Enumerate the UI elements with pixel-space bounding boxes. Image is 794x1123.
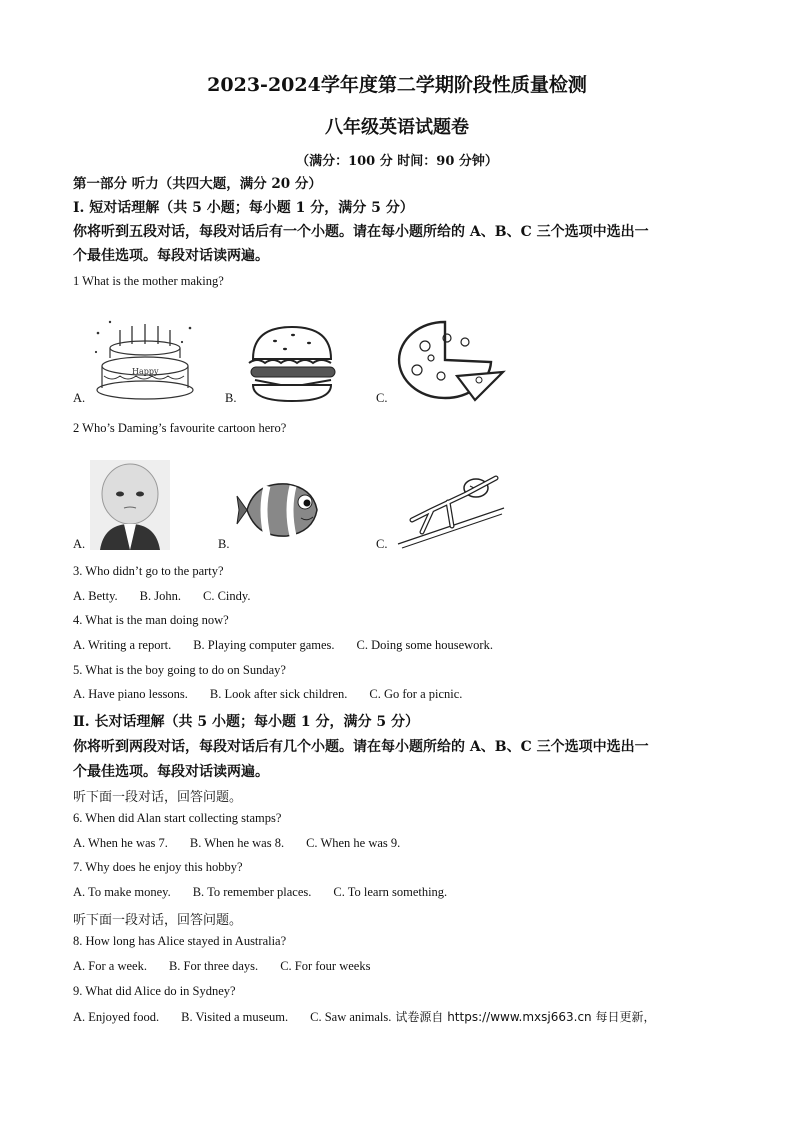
question-3: 3. Who didn’t go to the party? xyxy=(73,564,224,578)
cake-image xyxy=(90,318,200,403)
part1-heading: 第一部分 听力（共四大题，满分 20 分） xyxy=(73,176,322,192)
q5-option-c[interactable]: C. Go for a picnic. xyxy=(369,687,463,701)
svg-text:Happy: Happy xyxy=(132,367,159,376)
q3-option-c[interactable]: C. Cindy. xyxy=(203,589,251,603)
q6-option-a[interactable]: A. When he was 7. xyxy=(73,836,168,850)
q4-option-c[interactable]: C. Doing some housework. xyxy=(356,638,493,652)
question-7-options xyxy=(73,885,469,900)
section1-heading: Ⅰ. 短对话理解（共 5 小题；每小题 1 分，满分 5 分） xyxy=(73,200,414,216)
q2-option-b[interactable]: B. xyxy=(218,537,230,551)
q7-option-b[interactable]: B. To remember places. xyxy=(192,885,312,899)
exam-meta: （满分：100 分 时间：90 分钟） xyxy=(296,154,498,169)
question-4: 4. What is the man doing now? xyxy=(73,613,229,627)
hamburger-image xyxy=(245,325,340,403)
q3-option-b[interactable]: B. John. xyxy=(139,589,181,603)
q2-option-c[interactable]: C. xyxy=(376,537,388,551)
clownfish-image xyxy=(235,470,327,548)
q1-option-c[interactable]: C. xyxy=(376,391,388,405)
question-8: 8. How long has Alice stayed in Australia? xyxy=(73,934,287,948)
q8-option-c[interactable]: C. For four weeks xyxy=(280,959,371,973)
question-2: 2 Who’s Daming’s favourite cartoon hero? xyxy=(73,421,287,435)
question-9: 9. What did Alice do in Sydney? xyxy=(73,984,236,998)
question-5: 5. What is the boy going to do on Sunday? xyxy=(73,663,286,677)
q4-option-a[interactable]: A. Writing a report. xyxy=(73,638,172,652)
listen-instruction-2: 听下面一段对话，回答问题。 xyxy=(73,913,243,928)
q4-option-b[interactable]: B. Playing computer games. xyxy=(193,638,335,652)
q5-option-b[interactable]: B. Look after sick children. xyxy=(209,687,348,701)
q8-option-b[interactable]: B. For three days. xyxy=(168,959,259,973)
question-9-options xyxy=(73,1008,655,1025)
section1-instruction-1: 你将听到五段对话，每段对话后有一个小题。请在每小题所给的 A、B、C 三个选项中选出一 xyxy=(73,224,649,240)
q1-option-b[interactable]: B. xyxy=(225,391,237,405)
q9-option-b[interactable]: B. Visited a museum. xyxy=(181,1010,289,1024)
question-8-options xyxy=(73,959,392,974)
exam-subtitle: 八年级英语试题卷 xyxy=(325,117,469,138)
q6-option-c[interactable]: C. When he was 9. xyxy=(306,836,401,850)
q8-option-a[interactable]: A. For a week. xyxy=(73,959,147,973)
q5-option-a[interactable]: A. Have piano lessons. xyxy=(73,687,188,701)
boss-baby-image xyxy=(90,460,170,550)
q7-option-c[interactable]: C. To learn something. xyxy=(333,885,448,899)
source-note: 试卷源自 https://www.mxsj663.cn 每日更新， xyxy=(395,1010,656,1024)
pizza-image xyxy=(395,318,507,403)
question-4-options xyxy=(73,638,515,653)
question-1: 1 What is the mother making? xyxy=(73,274,224,288)
q3-option-a[interactable]: A. Betty. xyxy=(73,589,118,603)
q7-option-a[interactable]: A. To make money. xyxy=(73,885,171,899)
exam-title: 2023-2024学年度第二学期阶段性质量检测 xyxy=(207,74,587,96)
question-7: 7. Why does he enjoy this hobby? xyxy=(73,860,243,874)
question-3-options xyxy=(73,589,272,604)
q9-option-c[interactable]: C. Saw animals. xyxy=(310,1010,392,1024)
q2-option-a[interactable]: A. xyxy=(73,537,86,551)
section2-heading: Ⅱ. 长对话理解（共 5 小题；每小题 1 分，满分 5 分） xyxy=(73,714,420,730)
listen-instruction-1: 听下面一段对话，回答问题。 xyxy=(73,790,243,805)
section2-instruction-1: 你将听到两段对话，每段对话后有几个小题。请在每小题所给的 A、B、C 三个选项中选出一 xyxy=(73,739,649,755)
question-5-options xyxy=(73,687,484,702)
question-6: 6. When did Alan start collecting stamps? xyxy=(73,811,282,825)
spiderman-image xyxy=(392,470,507,552)
q9-option-a[interactable]: A. Enjoyed food. xyxy=(73,1010,160,1024)
section1-instruction-2: 个最佳选项。每段对话读两遍。 xyxy=(73,248,269,264)
q6-option-b[interactable]: B. When he was 8. xyxy=(189,836,285,850)
q1-option-a[interactable]: A. xyxy=(73,391,86,405)
question-6-options xyxy=(73,836,422,851)
section2-instruction-2: 个最佳选项。每段对话读两遍。 xyxy=(73,764,269,780)
